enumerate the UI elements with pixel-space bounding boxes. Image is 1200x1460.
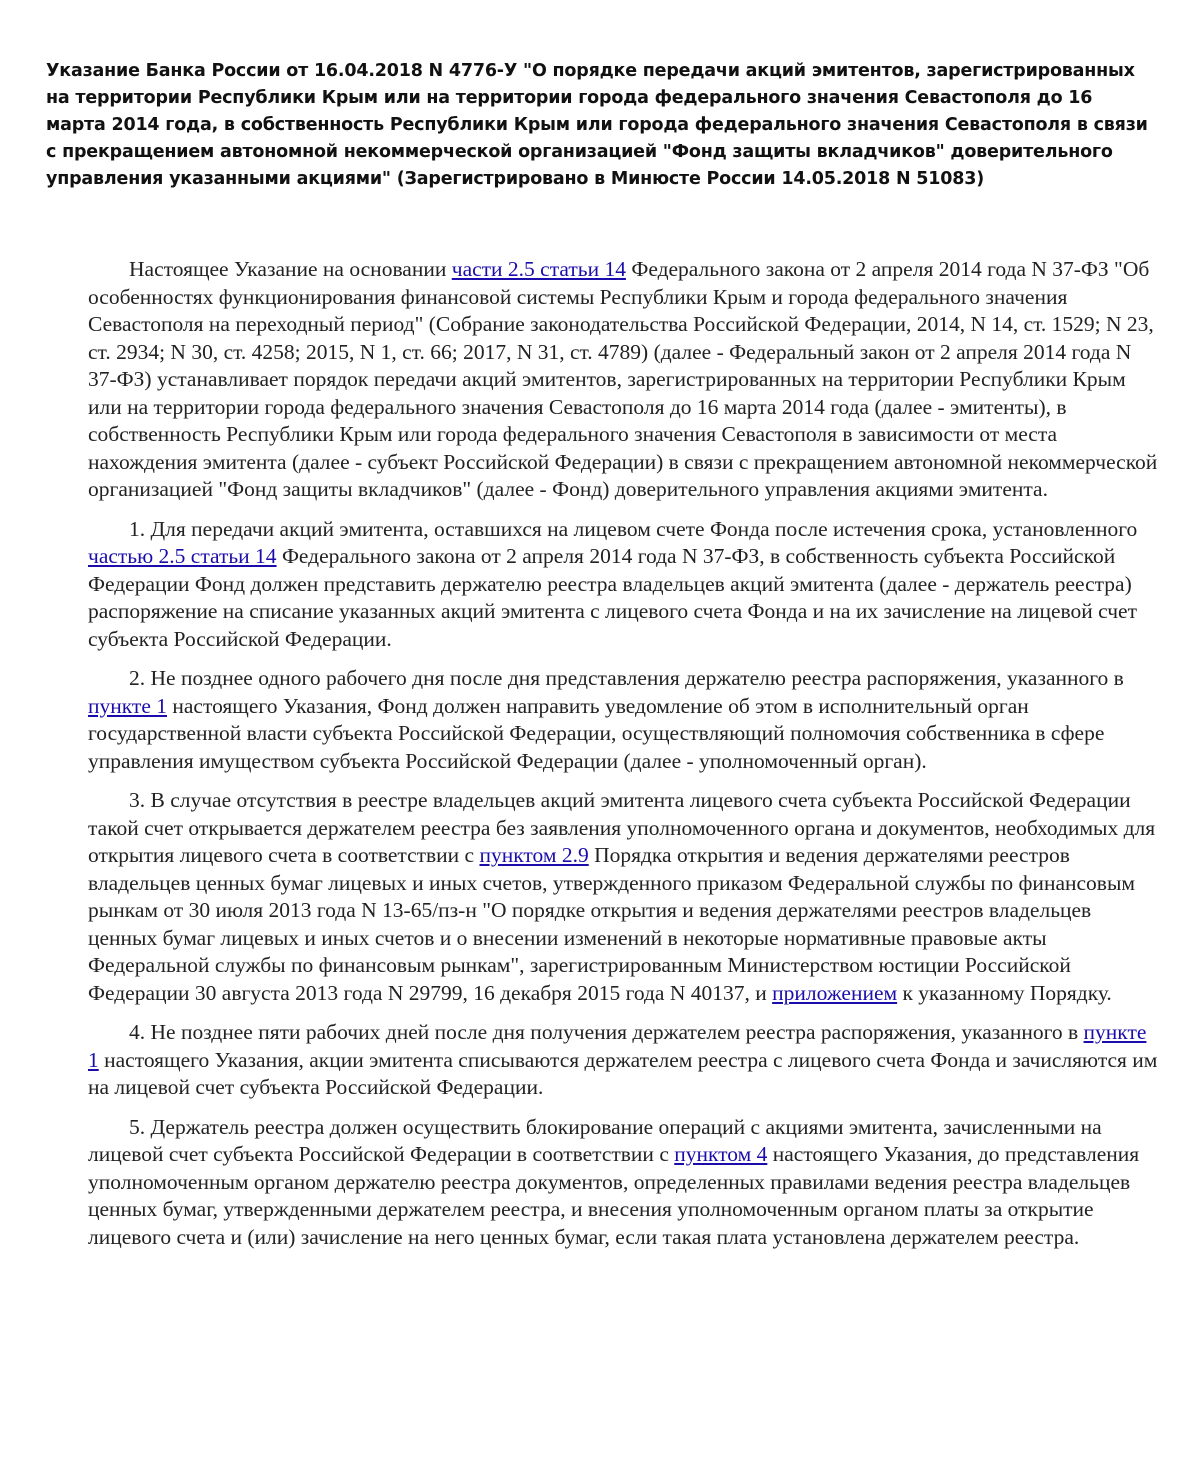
item-2-paragraph	[88, 665, 1160, 775]
item-4-text-2: настоящего Указания, акции эмитента списываются держателем реестра с лицевого счета Фонда и зачисляются им на лицевой счет субъекта Российской Федерации.	[88, 1047, 1158, 1099]
link-point-4[interactable]: пунктом 4	[674, 1142, 768, 1166]
item-5-text-2: настоящего Указания, до представления уполномоченным органом держателю реестра документов, определенных правилами ведения реестра владельцев ценных бумаг, утвержденными держателем реестра, и внесения уполномоченным органом платы за открытие лицевого счета и (или) зачисление на него ценных бумаг, если такая плата установлена держателем реестра.	[88, 1142, 1140, 1249]
document-title: Указание Банка России от 16.04.2018 N 4776-У "О порядке передачи акций эмитентов, зарегистрированных на территории Республики Крым или на территории города федерального значения Севастополя до 16 марта 2014 года, в собственность Республики Крым или города федерального значения Севастополя в связи с прекращением автономной некоммерческой организацией "Фонд защиты вкладчиков" доверительного управления указанными акциями" (Зарегистрировано в Минюсте России 14.05.2018 N 51083)	[46, 61, 1148, 189]
item-5-paragraph	[88, 1114, 1160, 1252]
item-3-text-2: Порядка открытия и ведения держателями реестров владельцев ценных бумаг лицевых и иных счетов, утвержденного приказом Федеральной службы по финансовым рынкам от 30 июля 2013 года N 13-65/пз-н "О порядке открытия и ведения держателями реестров владельцев ценных бумаг лицевых и иных счетов и о внесении изменений в некоторые нормативные правовые акты Федеральной службы по финансовым рынкам", зарегистрированным Министерством юстиции Российской Федерации 30 августа 2013 года N 29799, 16 декабря 2015 года N 40137, и	[88, 843, 1135, 1005]
item-3-text-1: 3. В случае отсутствия в реестре владельцев акций эмитента лицевого счета субъекта Российской Федерации такой счет открывается держателем реестра без заявления уполномоченного органа и документов, необходимых для открытия лицевого счета в соответствии с	[88, 788, 1156, 867]
item-3-paragraph	[88, 787, 1160, 1007]
preamble-text-1: Настоящее Указание на основании	[129, 257, 452, 281]
preamble-text-2: Федерального закона от 2 апреля 2014 года N 37-ФЗ "Об особенностях функционирования финансовой системы Республики Крым и города федерального значения Севастополя на переходный период" (Собрание законодательства Российской Федерации, 2014, N 14, ст. 1529; N 23, ст. 2934; N 30, ст. 4258; 2015, N 1, ст. 66; 2017, N 31, ст. 4789) (далее - Федеральный закон от 2 апреля 2014 года N 37-ФЗ) устанавливает порядок передачи акций эмитентов, зарегистрированных на территории Республики Крым или на территории города федерального значения Севастополя до 16 марта 2014 года (далее - эмитенты), в собственность Республики Крым или города федерального значения Севастополя в зависимости от места нахождения эмитента (далее - субъект Российской Федерации) в связи с прекращением автономной некоммерческой организацией "Фонд защиты вкладчиков" (далее - Фонд) доверительного управления акциями эмитента.	[88, 257, 1158, 501]
item-1-paragraph	[88, 516, 1160, 654]
document-body	[88, 256, 1160, 1263]
link-part-2-5-article-14-item-1[interactable]: частью 2.5 статьи 14	[88, 544, 277, 568]
item-4-text-1: 4. Не позднее пяти рабочих дней после дня получения держателем реестра распоряжения, указанного в	[129, 1020, 1084, 1044]
link-point-1-item-2[interactable]: пункте 1	[88, 693, 167, 718]
item-2-text-2: настоящего Указания, Фонд должен направить уведомление об этом в исполнительный орган государственной власти субъекта Российской Федерации, осуществляющий полномочия собственника в сфере управления имуществом субъекта Российской Федерации (далее - уполномоченный орган).	[88, 693, 1105, 773]
item-1-text-2: Федерального закона от 2 апреля 2014 года N 37-ФЗ, в собственность субъекта Российской Федерации Фонд должен представить держателю реестра владельцев акций эмитента (далее - держатель реестра) распоряжение на списание указанных акций эмитента с лицевого счета Фонда и на их зачисление на лицевой счет субъекта Российской Федерации.	[88, 544, 1137, 651]
item-5-text-1: 5. Держатель реестра должен осуществить блокирование операций с акциями эмитента, зачисленными на лицевой счет субъекта Российской Федерации в соответствии с	[88, 1114, 1102, 1166]
link-part-2-5-article-14[interactable]: части 2.5 статьи 14	[451, 257, 626, 281]
preamble-paragraph	[88, 256, 1160, 504]
link-appendix[interactable]: приложением	[772, 980, 898, 1005]
item-3-text-3: к указанному Порядку.	[897, 980, 1112, 1005]
item-4-paragraph	[88, 1019, 1160, 1102]
item-1-text-1: 1. Для передачи акций эмитента, оставшихся на лицевом счете Фонда после истечения срока, установленного	[129, 516, 1138, 541]
link-point-2-9[interactable]: пунктом 2.9	[479, 843, 589, 867]
item-2-text-1: 2. Не позднее одного рабочего дня после дня представления держателю реестра распоряжения, указанного в	[129, 666, 1124, 690]
link-point-1-item-4[interactable]: пункте 1	[88, 1020, 1147, 1072]
